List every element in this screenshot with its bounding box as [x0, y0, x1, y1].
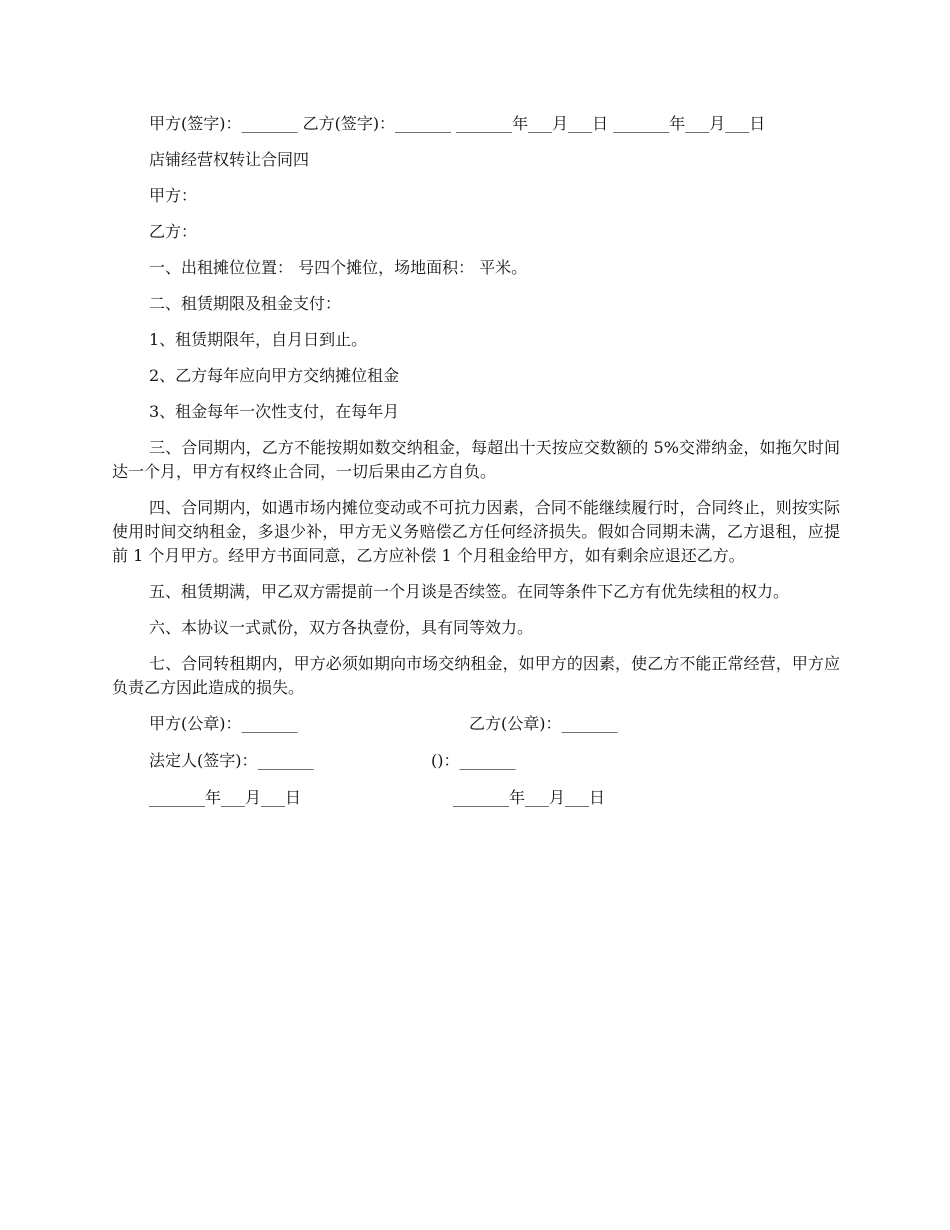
party-a-label: 甲方：	[149, 186, 198, 205]
clause-6: 六、本协议一式贰份，双方各执壹份，具有同等效力。	[149, 618, 534, 637]
document-body	[112, 112, 840, 823]
representative-signature-row	[112, 749, 840, 773]
opening-signature-line: 甲方(签字)：_______ 乙方(签字)：_______ _______年___月___日 _______年___月___日	[149, 114, 766, 133]
clause-1: 一、出租摊位位置： 号四个摊位，场地面积： 平米。	[149, 258, 528, 277]
party-a-seal: 甲方(公章)：_______	[149, 714, 298, 733]
clause-4: 四、合同期内，如遇市场内摊位变动或不可抗力因素，合同不能继续履行时，合同终止，则按实际使用时间交纳租金，多退少补，甲方无义务赔偿乙方任何经济损失。假如合同期未满，乙方退租，应提前 1 个月甲方。经甲方书面同意，乙方应补偿 1 个月租金给甲方，如有剩余应退还乙方。	[112, 498, 840, 565]
clause-2-item-1: 1、租赁期限年，自月日到止。	[149, 330, 368, 349]
legal-rep-signature: 法定人(签字)：_______	[149, 751, 314, 770]
clause-7: 七、合同转租期内，甲方必须如期向市场交纳租金，如甲方的因素，使乙方不能正常经营，甲方应负责乙方因此造成的损失。	[112, 654, 840, 697]
blank-rep-signature: ()：_______	[431, 751, 516, 770]
clause-3: 三、合同期内，乙方不能按期如数交纳租金，每超出十天按应交数额的 5%交滞纳金，如拖欠时间达一个月，甲方有权终止合同，一切后果由乙方自负。	[112, 438, 840, 481]
date-row	[112, 786, 840, 810]
seal-signature-row	[112, 712, 840, 736]
clause-2: 二、租赁期限及租金支付：	[149, 294, 342, 313]
clause-2-item-2: 2、乙方每年应向甲方交纳摊位租金	[149, 366, 400, 385]
date-right: _______年___月___日	[453, 788, 606, 807]
clause-5: 五、租赁期满，甲乙双方需提前一个月谈是否续签。在同等条件下乙方有优先续租的权力。	[149, 582, 790, 601]
party-b-label: 乙方：	[149, 222, 198, 241]
clause-2-item-3: 3、租金每年一次性支付，在每年月	[149, 402, 400, 421]
party-b-seal: 乙方(公章)：_______	[469, 714, 618, 733]
document-title: 店铺经营权转让合同四	[149, 150, 310, 169]
date-left: _______年___月___日	[149, 788, 302, 807]
